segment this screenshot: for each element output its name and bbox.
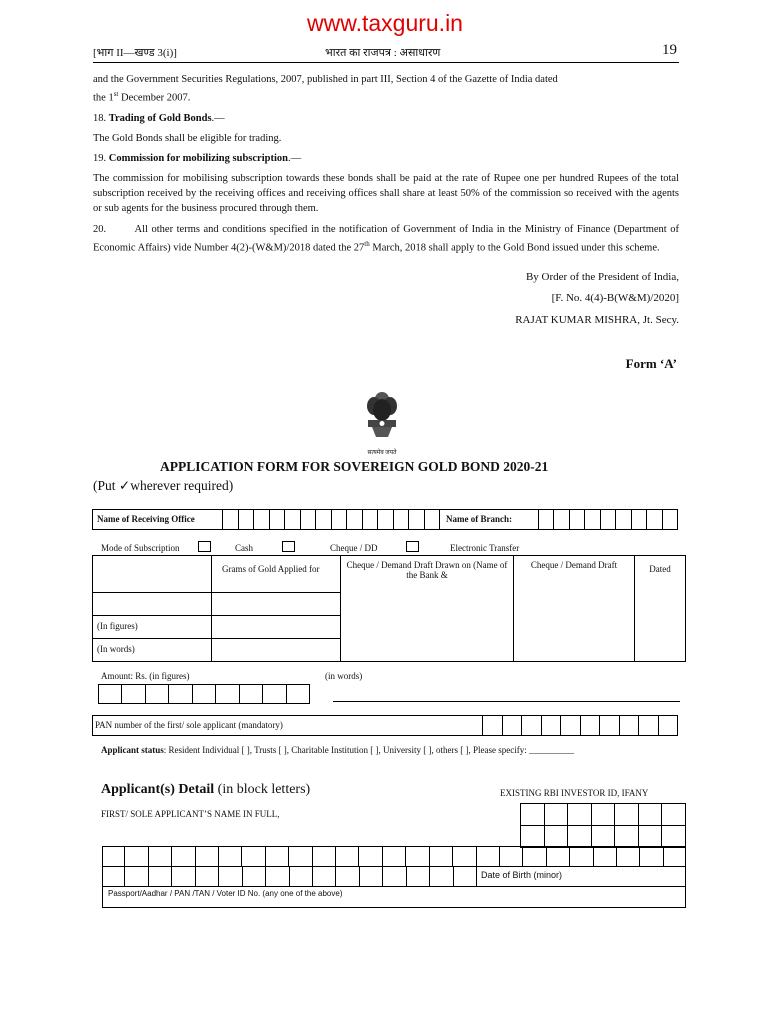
branch-label: Name of Branch: <box>446 514 512 524</box>
applicant-name-input-2[interactable] <box>102 866 476 887</box>
applicant-name-input[interactable] <box>102 846 686 867</box>
page-number: 19 <box>662 42 677 58</box>
id-document-input[interactable] <box>380 887 686 908</box>
signature-order: By Order of the President of India, <box>525 271 679 283</box>
grams-header: Grams of Gold Applied for <box>212 556 341 593</box>
branch-input[interactable] <box>538 509 678 530</box>
header-rule <box>93 62 679 63</box>
mode-cheque-label: Cheque / DD <box>330 543 378 553</box>
section-20-text: 20. All other terms and conditions specified in the notification of Government of India in the Ministry of Finance (Department of Economic Affairs) vide Number 4(2)-(W&M)/2018 dated the 27th March, 2018 shall apply to the Gold Bond issued under this scheme. <box>93 223 679 253</box>
dated-cell[interactable] <box>635 556 686 662</box>
in-figures-label: (In figures) <box>93 616 212 639</box>
grams-input[interactable] <box>212 593 341 616</box>
intro-paragraph: and the Government Securities Regulations, 2007, published in part III, Section 4 of the Gazette of India dated the 1st December 2007. <box>93 74 558 104</box>
mode-label: Mode of Subscription <box>101 543 180 553</box>
mode-cheque-checkbox[interactable] <box>282 541 295 552</box>
applicant-detail-heading: Applicant(s) Detail (in block letters) <box>101 782 311 797</box>
mode-electronic-checkbox[interactable] <box>406 541 419 552</box>
rbi-investor-id-label: EXISTING RBI INVESTOR ID, IFANY <box>500 788 649 798</box>
mode-electronic-label: Electronic Transfer <box>450 543 520 553</box>
national-emblem-icon <box>362 390 402 456</box>
watermark-url: www.taxguru.in <box>307 10 463 36</box>
in-words-label: (In words) <box>93 639 212 662</box>
amount-figures-input[interactable] <box>98 684 310 704</box>
signature-file-no: [F. No. 4(4)-B(W&M)/2020] <box>551 292 679 304</box>
emblem-caption: सत्यमेव जयते <box>367 450 397 456</box>
amount-words-input[interactable] <box>333 701 680 702</box>
amount-words-label: (in words) <box>325 671 363 681</box>
cheque-dd-cell[interactable] <box>514 556 635 662</box>
blank-cell <box>93 593 212 616</box>
header-gazette: भारत का राजपत्र : असाधारण <box>325 47 441 59</box>
rbi-investor-id-input[interactable] <box>520 803 686 847</box>
subscription-table <box>92 555 686 662</box>
dob-label: Date of Birth (minor) <box>481 870 563 880</box>
first-name-label: FIRST/ SOLE APPLICANT’S NAME IN FULL, <box>101 809 280 819</box>
applicant-status: Applicant status: Resident Individual [ ], Trusts [ ], Charitable Institution [ ], University [ ], others [ ], Please specify: __________ <box>101 745 574 755</box>
cheque-drawn-label: Cheque / Demand Draft Drawn on (Name of the Bank & <box>346 560 508 580</box>
dated-label: Dated <box>649 564 671 574</box>
section-19-heading: 19. Commission for mobilizing subscription.— <box>93 152 302 164</box>
section-18-text: The Gold Bonds shall be eligible for trading. <box>93 132 282 144</box>
mode-cash-label: Cash <box>235 543 253 553</box>
form-label: Form ‘A’ <box>625 356 677 371</box>
amount-label: Amount: Rs. (in figures) <box>101 671 190 681</box>
cheque-drawn-cell[interactable] <box>341 556 514 662</box>
section-19-text: The commission for mobilising subscription towards these bonds shall be paid at the rate of Rupee one per hundred Rupees of the total subscription received by the receiving offices and receiving offices shall share at least 50% of the commission so received with the agents or sub agents for the business procured through them. <box>93 172 679 214</box>
form-subtitle: (Put ✓wherever required) <box>93 478 234 493</box>
id-document-label: Passport/Aadhar / PAN /TAN / Voter ID No. (any one of the above) <box>108 889 343 898</box>
cheque-dd-label: Cheque / Demand Draft <box>530 560 618 570</box>
pan-label: PAN number of the first/ sole applicant (mandatory) <box>95 720 283 730</box>
grams-figures-input[interactable] <box>212 616 341 639</box>
header-part: [भाग II—खण्ड 3(i)] <box>93 47 177 59</box>
section-18-heading: 18. Trading of Gold Bonds.— <box>93 112 225 124</box>
mode-cash-checkbox[interactable] <box>198 541 211 552</box>
grams-words-input[interactable] <box>212 639 341 662</box>
blank-cell <box>93 556 212 593</box>
body-text <box>93 72 679 255</box>
form-title: APPLICATION FORM FOR SOVEREIGN GOLD BOND 2020-21 <box>160 459 549 474</box>
signature-officer: RAJAT KUMAR MISHRA, Jt. Secy. <box>515 314 679 326</box>
pan-input[interactable] <box>482 715 678 736</box>
receiving-office-label: Name of Receiving Office <box>97 514 195 524</box>
receiving-office-input[interactable] <box>222 509 440 530</box>
